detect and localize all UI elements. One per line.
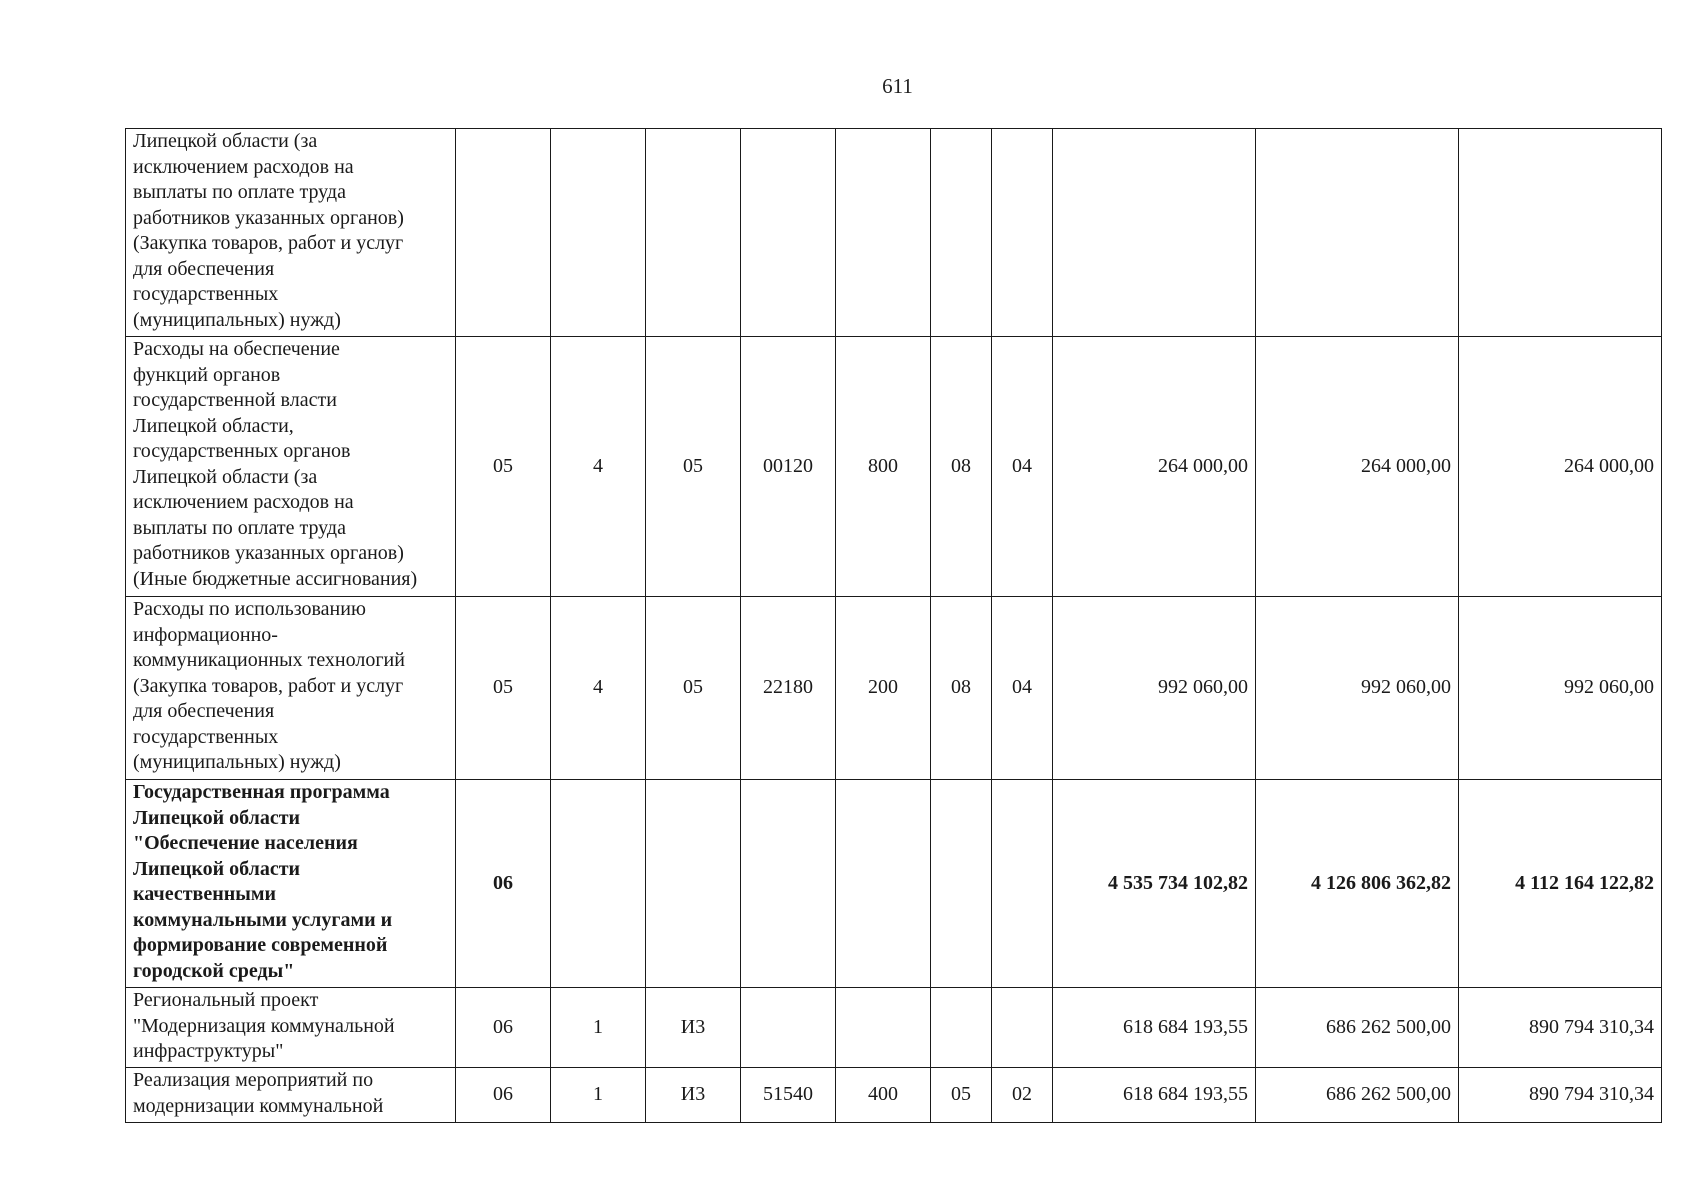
page-number: 611 <box>882 74 913 98</box>
amount-year-2: 264 000,00 <box>1256 337 1459 597</box>
code-section: 08 <box>931 337 992 597</box>
code-subsection: 02 <box>992 1068 1053 1123</box>
row-name: Расходы на обеспечение функций органов государственной власти Липецкой области, государственных органов Липецкой области (за исключением расходов на выплаты по оплате труда работников указанных органов) (Иные бюджетные ассигнования) <box>126 337 456 597</box>
table-row-program <box>126 780 1662 988</box>
code-expense-type: 800 <box>836 337 931 597</box>
amount-year-1: 264 000,00 <box>1053 337 1256 597</box>
code-direction <box>741 988 836 1068</box>
code-subsection: 04 <box>992 597 1053 780</box>
budget-table <box>125 128 1662 1123</box>
table-row <box>126 337 1662 597</box>
code-expense-type <box>836 988 931 1068</box>
code-subprogram: 4 <box>551 337 646 597</box>
code-program: 05 <box>456 337 551 597</box>
row-name: Липецкой области (за исключением расходов на выплаты по оплате труда работников указанных органов) (Закупка товаров, работ и услуг для обеспечения государственных (муниципальных) нужд) <box>126 129 456 337</box>
code-program: 06 <box>456 1068 551 1123</box>
code-section <box>931 988 992 1068</box>
code-program <box>456 129 551 337</box>
row-name: Региональный проект "Модернизация коммунальной инфраструктуры" <box>126 988 456 1068</box>
table-row <box>126 129 1662 337</box>
code-expense-type <box>836 129 931 337</box>
code-subsection <box>992 988 1053 1068</box>
code-subsection: 04 <box>992 337 1053 597</box>
code-direction: 22180 <box>741 597 836 780</box>
amount-year-1: 992 060,00 <box>1053 597 1256 780</box>
code-main-activity: 05 <box>646 597 741 780</box>
code-program: 06 <box>456 988 551 1068</box>
code-program: 05 <box>456 597 551 780</box>
amount-year-3: 264 000,00 <box>1459 337 1662 597</box>
amount-year-1: 4 535 734 102,82 <box>1053 780 1256 988</box>
code-subprogram <box>551 780 646 988</box>
code-subprogram: 4 <box>551 597 646 780</box>
code-expense-type: 200 <box>836 597 931 780</box>
code-expense-type <box>836 780 931 988</box>
table-row <box>126 988 1662 1068</box>
code-subprogram: 1 <box>551 1068 646 1123</box>
table-row <box>126 1068 1662 1123</box>
amount-year-1: 618 684 193,55 <box>1053 1068 1256 1123</box>
code-subsection <box>992 129 1053 337</box>
amount-year-2 <box>1256 129 1459 337</box>
amount-year-1 <box>1053 129 1256 337</box>
row-name: Государственная программа Липецкой области "Обеспечение населения Липецкой области качественными коммунальными услугами и формирование современной городской среды" <box>126 780 456 988</box>
code-section: 08 <box>931 597 992 780</box>
row-name: Реализация мероприятий по модернизации коммунальной <box>126 1068 456 1123</box>
amount-year-3: 890 794 310,34 <box>1459 988 1662 1068</box>
code-main-activity <box>646 780 741 988</box>
code-direction <box>741 129 836 337</box>
amount-year-2: 686 262 500,00 <box>1256 1068 1459 1123</box>
code-direction <box>741 780 836 988</box>
row-name: Расходы по использованию информационно- коммуникационных технологий (Закупка товаров, работ и услуг для обеспечения государственных (муниципальных) нужд) <box>126 597 456 780</box>
code-section <box>931 129 992 337</box>
amount-year-3: 4 112 164 122,82 <box>1459 780 1662 988</box>
code-program: 06 <box>456 780 551 988</box>
table-row <box>126 597 1662 780</box>
code-main-activity: И3 <box>646 1068 741 1123</box>
amount-year-3 <box>1459 129 1662 337</box>
amount-year-2: 4 126 806 362,82 <box>1256 780 1459 988</box>
code-subprogram <box>551 129 646 337</box>
amount-year-3: 890 794 310,34 <box>1459 1068 1662 1123</box>
code-direction: 51540 <box>741 1068 836 1123</box>
code-main-activity <box>646 129 741 337</box>
code-direction: 00120 <box>741 337 836 597</box>
amount-year-2: 992 060,00 <box>1256 597 1459 780</box>
code-main-activity: И3 <box>646 988 741 1068</box>
amount-year-2: 686 262 500,00 <box>1256 988 1459 1068</box>
code-subprogram: 1 <box>551 988 646 1068</box>
code-section: 05 <box>931 1068 992 1123</box>
amount-year-1: 618 684 193,55 <box>1053 988 1256 1068</box>
code-expense-type: 400 <box>836 1068 931 1123</box>
code-subsection <box>992 780 1053 988</box>
amount-year-3: 992 060,00 <box>1459 597 1662 780</box>
code-main-activity: 05 <box>646 337 741 597</box>
code-section <box>931 780 992 988</box>
